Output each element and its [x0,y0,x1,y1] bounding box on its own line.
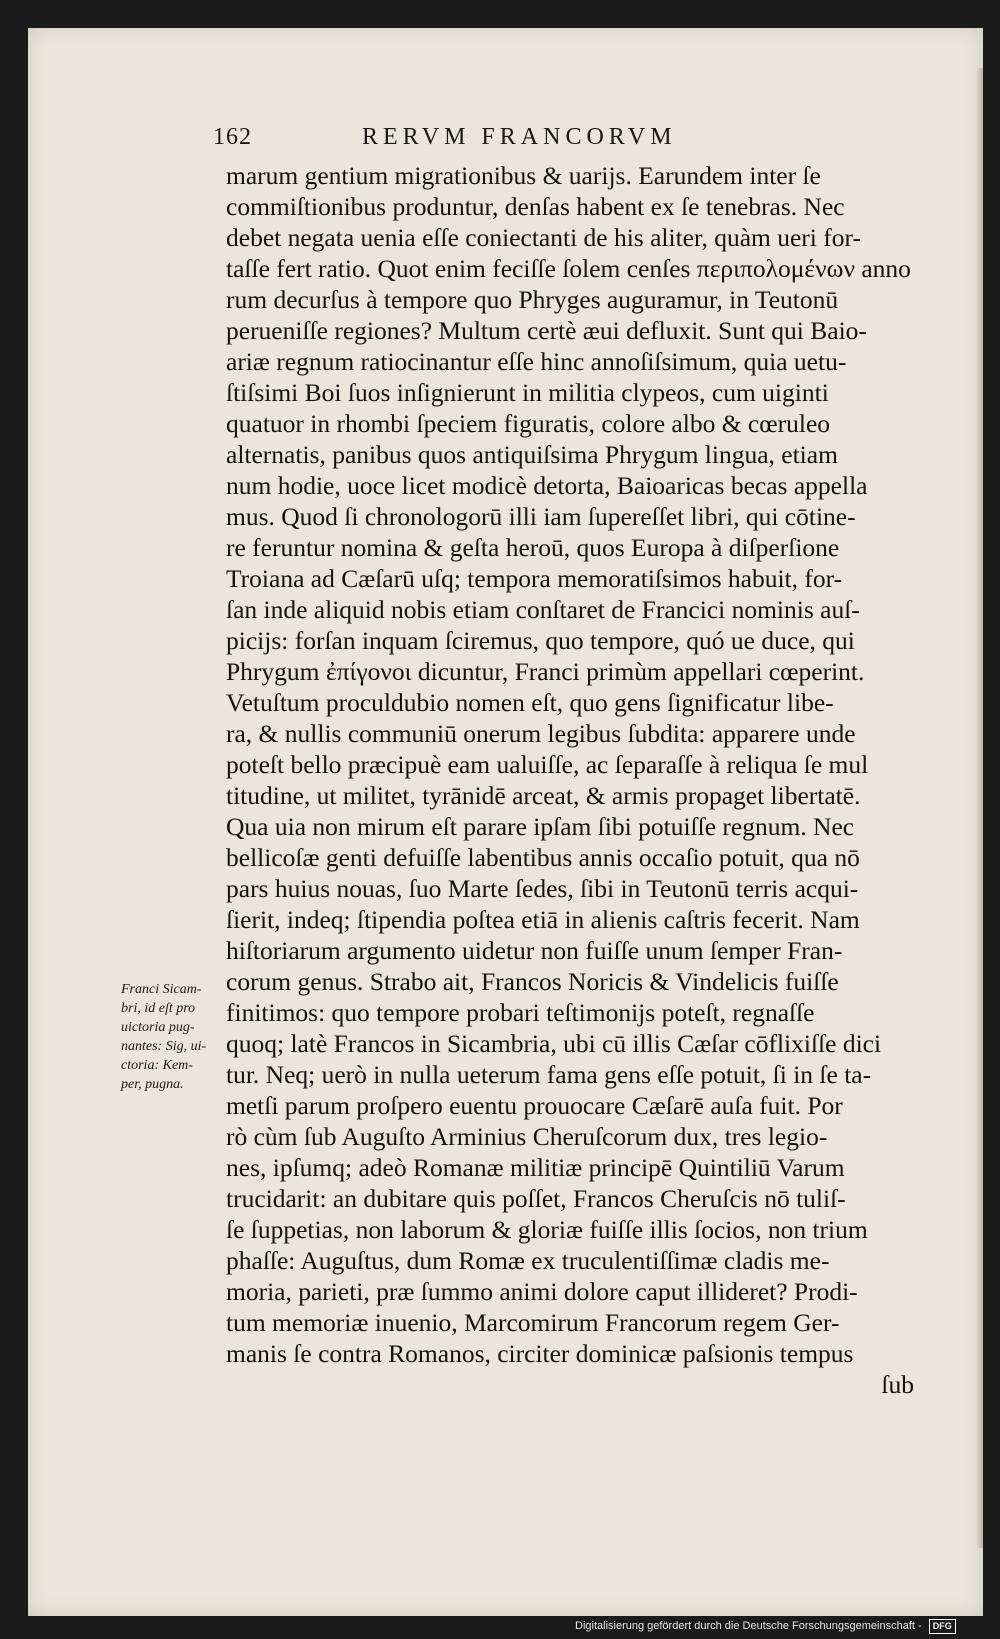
text-line: nes, ipſumq; adeò Romanæ militiæ principē Quintiliū Varum [226,1153,845,1182]
marginal-note-line: nantes: Sig, ui- [121,1039,207,1054]
text-line: metſi parum proſpero euentu prouocare Cæſarē auſa fuit. Por [226,1091,843,1120]
text-line: hiſtoriarum argumento uidetur non fuiſſe unum ſemper Fran- [226,936,843,965]
running-title: RERVM FRANCORVM [362,124,677,150]
text-line: tur. Neq; uerò in nulla ueterum fama gens eſſe potuit, ſi in ſe ta- [226,1060,872,1089]
text-line: trucidarit: an dubitare quis poſſet, Francos Cheruſcis nō tuliſ- [226,1184,846,1213]
text-line: quoq; latè Francos in Sicambria, ubi cū illis Cæſar cōflixiſſe dici [226,1029,882,1058]
marginal-note-line: bri, id eſt pro [121,1001,196,1016]
text-line: phaſſe: Auguſtus, dum Romæ ex truculentiſſimæ cladis me- [226,1246,830,1275]
text-line: perueniſſe regiones? Multum certè æui defluxit. Sunt qui Baio- [226,316,867,345]
text-line: Qua uia non mirum eſt parare ipſam ſibi potuiſſe regnum. Nec [226,812,855,841]
text-line: num hodie, uoce licet modicè detorta, Baioaricas becas appella [226,471,868,500]
page-number: 162 [213,124,252,150]
text-line: ſe ſuppetias, non laborum & gloriæ fuiſſe illis ſocios, non trium [226,1215,868,1244]
text-line: titudine, ut militet, tyrānidē arceat, & armis propaget libertatē. [226,781,861,810]
marginal-note [121,980,221,1094]
running-head [213,124,912,158]
dfg-logo: DFG [929,1619,956,1634]
marginal-note-line: Franci Sicam- [121,982,202,997]
text-line: ſtiſsimi Boi ſuos inſignierunt in militia clypeos, cum uiginti [226,378,829,407]
text-line: Vetuſtum proculdubio nomen eſt, quo gens ſignificatur libe- [226,688,834,717]
text-line: tum memoriæ inuenio, Marcomirum Francorum regem Ger- [226,1308,840,1337]
text-line: corum genus. Strabo ait, Francos Noricis & Vindelicis fuiſſe [226,967,839,996]
text-line: mus. Quod ſi chronologorū illi iam ſupereſſet libri, qui cōtine- [226,502,856,531]
page-edge [977,68,983,1548]
text-line: manis ſe contra Romanos, circiter dominicæ paſsionis tempus [226,1339,854,1368]
text-line: rum decurſus à tempore quo Phryges auguramur, in Teutonū [226,285,839,314]
text-line: Troiana ad Cæſarū uſq; tempora memoratiſsimos habuit, for- [226,564,843,593]
text-line: finitimos: quo tempore probari teſtimonijs poteſt, regnaſſe [226,998,815,1027]
text-line: ariæ regnum ratiocinantur eſſe hinc annoſiſsimum, quia uetu- [226,347,847,376]
text-line: quatuor in rhombi ſpeciem figuratis, colore albo & cœruleo [226,409,831,438]
text-line: bellicoſæ genti defuiſſe labentibus annis occaſio potuit, qua nō [226,843,860,872]
marginal-note-line: ctoria: Kem- [121,1058,193,1073]
text-line: taſſe fert ratio. Quot enim feciſſe ſolem cenſes περιπολομένων anno [226,254,911,283]
text-line: re feruntur nomina & geſta heroū, quos Europa à diſperſione [226,533,840,562]
text-line: rò cùm ſub Auguſto Arminius Cheruſcorum dux, tres legio- [226,1122,828,1151]
main-text-block [226,160,914,1400]
text-line: picijs: forſan inquam ſciremus, quo tempore, quó ue duce, qui [226,626,855,655]
text-line: marum gentium migrationibus & uarijs. Earundem inter ſe [226,161,821,190]
footer-text: Digitalisierung gefördert durch die Deutsche Forschungsgemeinschaft - [575,1620,922,1632]
catchword: ſub [881,1370,914,1399]
marginal-note-line: uictoria pug- [121,1020,195,1035]
text-line: debet negata uenia eſſe coniectanti de his aliter, quàm ueri for- [226,223,861,252]
text-line: ſierit, indeq; ſtipendia poſtea etiā in alienis caſtris fecerit. Nam [226,905,860,934]
footer-credit [575,1618,956,1635]
text-line: pars huius nouas, ſuo Marte ſedes, ſibi in Teutonū terris acqui- [226,874,859,903]
text-line: alternatis, panibus quos antiquiſsima Phrygum lingua, etiam [226,440,838,469]
marginal-note-line: per, pugna. [121,1077,184,1092]
text-line: moria, parieti, præ ſummo animi dolore caput illideret? Prodi- [226,1277,858,1306]
text-line: poteſt bello præcipuè eam ualuiſſe, ac ſeparaſſe à reliqua ſe mul [226,750,869,779]
text-line: ra, & nullis communiū onerum legibus ſubdita: apparere unde [226,719,856,748]
text-line: Phrygum ἐπίγονοι dicuntur, Franci primùm appellari cœperint. [226,657,865,686]
text-line: commiſtionibus produntur, denſas habent ex ſe tenebras. Nec [226,192,845,221]
text-line: ſan inde aliquid nobis etiam conſtaret de Francici nominis auſ- [226,595,860,624]
